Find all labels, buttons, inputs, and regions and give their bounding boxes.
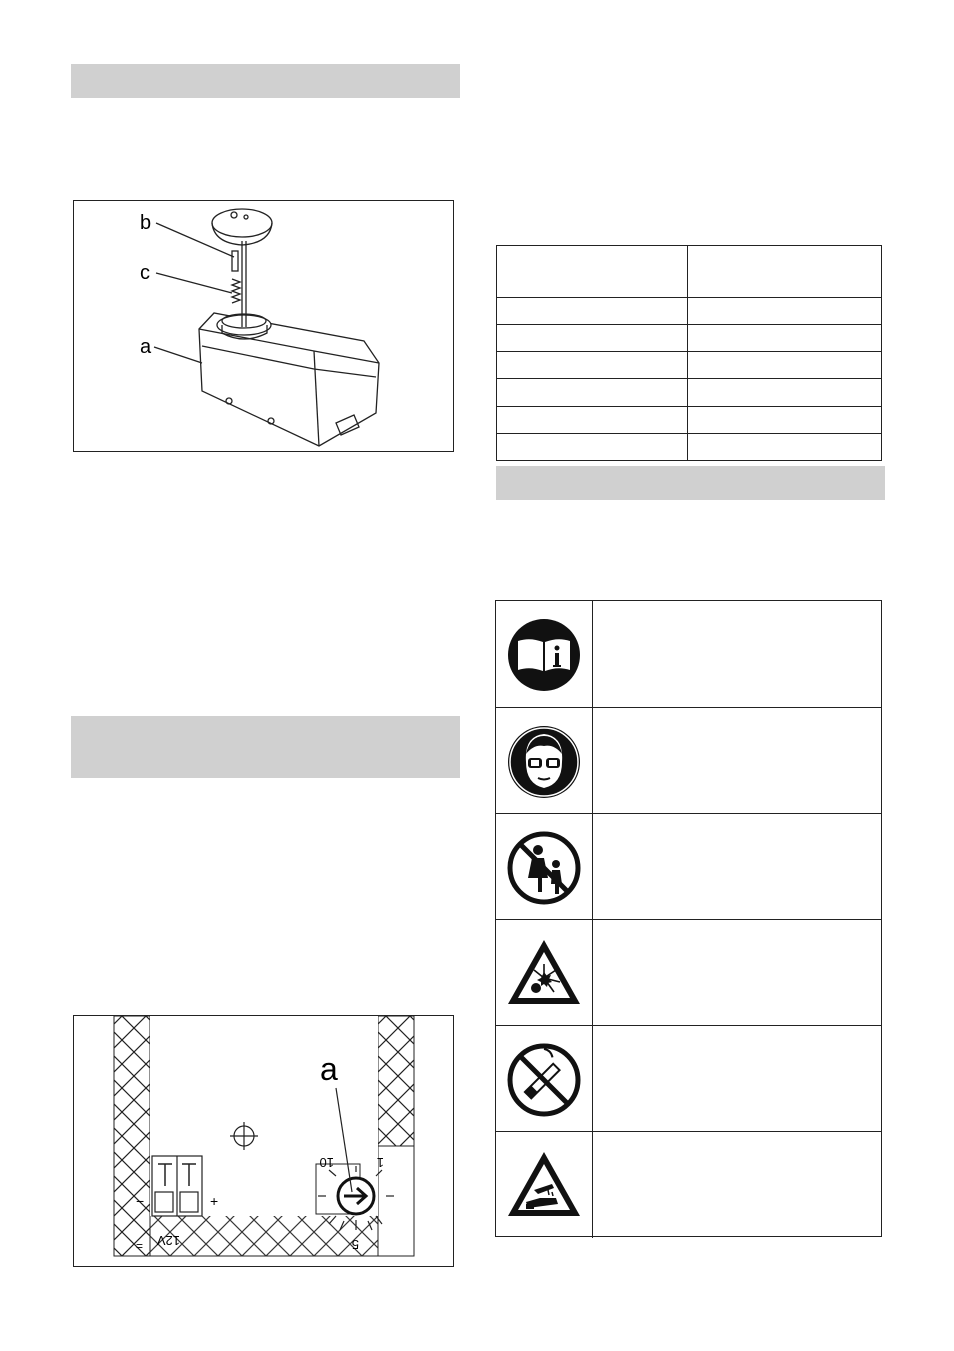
dial-mark-10: 10 bbox=[319, 1155, 334, 1170]
fig1-label-b: b bbox=[140, 212, 152, 234]
figure-tank-float bbox=[73, 200, 454, 452]
explosive-warning-icon bbox=[504, 934, 584, 1014]
plus-sign: + bbox=[210, 1193, 219, 1209]
symbol-cell bbox=[496, 920, 593, 1025]
table-cell bbox=[688, 433, 882, 460]
no-smoking-icon bbox=[504, 1040, 584, 1120]
dial-panel-drawing bbox=[74, 1016, 455, 1268]
symbol-row-eye-protection bbox=[496, 707, 881, 813]
table-row bbox=[497, 406, 882, 433]
symbol-row-read-manual bbox=[496, 601, 881, 707]
table-row bbox=[497, 298, 882, 325]
symbol-cell bbox=[496, 814, 593, 919]
table-cell bbox=[497, 379, 688, 406]
figure-dial-panel bbox=[73, 1015, 454, 1267]
symbol-cell bbox=[496, 708, 593, 813]
symbol-cell bbox=[496, 1132, 593, 1238]
table-cell bbox=[497, 433, 688, 460]
equals-sign: = bbox=[136, 1239, 144, 1253]
section-header-bar-3 bbox=[496, 466, 885, 500]
section-header-bar-2 bbox=[71, 716, 460, 778]
fig1-label-a: a bbox=[140, 336, 152, 358]
symbol-row-corrosive bbox=[496, 1131, 881, 1238]
table-header-row bbox=[497, 246, 882, 298]
spec-table bbox=[496, 245, 882, 461]
symbol-cell bbox=[496, 601, 593, 707]
corrosive-warning-icon bbox=[504, 1146, 584, 1226]
symbol-row-explosive bbox=[496, 919, 881, 1025]
minus-sign: − bbox=[136, 1193, 145, 1209]
table-cell bbox=[688, 379, 882, 406]
table-row bbox=[497, 433, 882, 460]
symbol-cell bbox=[496, 1026, 593, 1131]
fig1-label-c: c bbox=[140, 262, 150, 284]
safety-symbols-table bbox=[495, 600, 882, 1237]
table-row bbox=[497, 325, 882, 352]
table-cell bbox=[497, 298, 688, 325]
table-cell bbox=[497, 325, 688, 352]
read-manual-icon bbox=[504, 615, 584, 695]
section-header-bar-1 bbox=[71, 64, 460, 98]
symbol-row-keep-children-away bbox=[496, 813, 881, 919]
fig2-label-a: a bbox=[320, 1051, 338, 1087]
table-cell bbox=[688, 246, 882, 298]
eye-protection-icon bbox=[504, 722, 584, 802]
table-cell bbox=[688, 406, 882, 433]
table-row bbox=[497, 379, 882, 406]
dial-mark-1: 1 bbox=[376, 1155, 384, 1170]
table-cell bbox=[497, 406, 688, 433]
table-cell bbox=[497, 246, 688, 298]
symbol-row-no-smoking bbox=[496, 1025, 881, 1131]
keep-children-away-icon bbox=[504, 828, 584, 908]
tank-drawing bbox=[74, 201, 455, 453]
table-cell bbox=[688, 325, 882, 352]
dial-mark-5: 5 bbox=[351, 1237, 359, 1252]
table-row bbox=[497, 352, 882, 379]
voltage-label: 12V bbox=[156, 1233, 180, 1248]
table-cell bbox=[688, 298, 882, 325]
table-cell bbox=[497, 352, 688, 379]
table-cell bbox=[688, 352, 882, 379]
